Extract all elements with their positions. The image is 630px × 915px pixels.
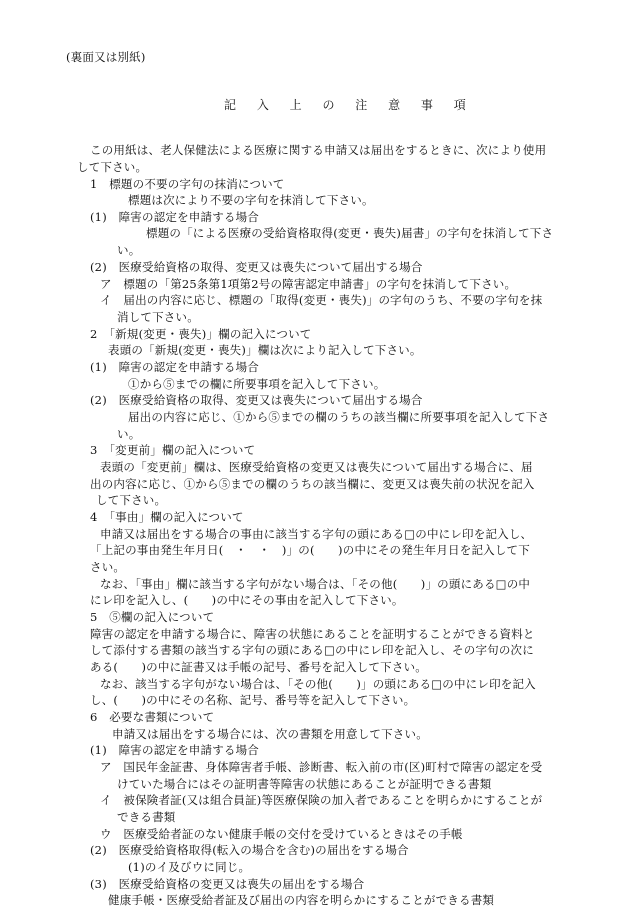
section-heading: 3 「変更前」欄の記入について [90, 443, 256, 457]
page-title: 記 入 上 の 注 意 事 項 [224, 98, 475, 112]
text-line: 表頭の「新規(変更・喪失)」欄は次により記入して下さい。 [108, 343, 422, 357]
text-line: 申請又は届出をする場合の事由に該当する字句の頭にある□の中にレ印を記入し、 [100, 527, 533, 541]
section-heading: 5 ⑤欄の記入について [90, 610, 215, 624]
text-line: して下さい。 [77, 160, 148, 174]
text-line: けていた場合にはその証明書等障害の状態にあることが証明できる書類 [117, 777, 492, 791]
section-heading: 6 必要な書類について [90, 710, 215, 724]
text-line: 申請又は届出をする場合には、次の書類を用意して下さい。 [112, 727, 428, 741]
text-line: 表頭の「変更前」欄は、医療受給資格の変更又は喪失について届出する場合に、届 [100, 460, 533, 474]
subsection-heading: (1) 障害の認定を申請する場合 [90, 210, 259, 224]
text-line: 消して下さい。 [117, 310, 199, 324]
text-line: にレ印を記入し、( )の中にその事由を記入して下さい。 [90, 593, 404, 607]
text-line: さい。 [90, 560, 126, 574]
list-item: ウ 医療受給者証のない健康手帳の交付を受けているときはその手帳 [100, 827, 463, 841]
text-line: し、( )の中にその名称、記号、番号等を記入して下さい。 [90, 693, 416, 707]
text-line: して添付する書類の該当する字句の頭にある□の中にレ印を記入し、その字句の次に [90, 643, 534, 657]
section-heading: 1 標題の不要の字句の抹消について [90, 177, 285, 191]
text-line: 健康手帳・医療受給者証及び届出の内容を明らかにすることができる書類 [108, 893, 495, 907]
text-line: ある( )の中に証書又は手帳の記号、番号を記入して下さい。 [90, 660, 427, 674]
text-line: い。 [117, 427, 141, 441]
text-line: ①から⑤までの欄に所要事項を記入して下さい。 [128, 377, 386, 391]
text-line: い。 [117, 243, 141, 257]
text-line: 標題の「による医療の受給資格取得(変更・喪失)届書」の字句を抹消して下さ [146, 226, 554, 240]
text-line: 届出の内容に応じ、①から⑤までの欄のうちの該当欄に所要事項を記入して下さ [128, 410, 550, 424]
list-item: イ 被保険者証(又は組合員証)等医療保険の加入者であることを明らかにすることが [100, 793, 543, 807]
list-item: ア 国民年金証書、身体障害者手帳、診断書、転入前の市(区)町村で障害の認定を受 [100, 760, 543, 774]
text-line: できる書類 [117, 810, 176, 824]
text-line: なお、該当する字句がない場合は、「その他( )」の頭にある□の中にレ印を記入 [100, 677, 536, 691]
subsection-heading: (1) 障害の認定を申請する場合 [90, 360, 259, 374]
header-note: (裏面又は別紙) [66, 50, 146, 64]
subsection-heading: (2) 医療受給資格の取得、変更又は喪失について届出する場合 [90, 260, 423, 274]
subsection-heading: (1) 障害の認定を申請する場合 [90, 743, 259, 757]
text-line: 出の内容に応じ、①から⑤までの欄のうちの該当欄に、変更又は喪失前の状況を記入 [90, 477, 535, 491]
text-line: 障害の認定を申請する場合に、障害の状態にあることを証明することができる資料と [90, 627, 535, 641]
list-item: ア 標題の「第25条第1項第2号の障害認定申請書」の字句を抹消して下さい。 [100, 277, 517, 291]
text-line: 標題は次により不要の字句を抹消して下さい。 [128, 193, 374, 207]
text-line: 「上記の事由発生年月日( ・ ・ )」の( )の中にその発生年月日を記入して下 [90, 543, 530, 557]
section-heading: 4 「事由」欄の記入について [90, 510, 244, 524]
subsection-heading: (3) 医療受給資格の変更又は喪失の届出をする場合 [90, 877, 365, 891]
text-line: なお、「事由」欄に該当する字句がない場合は、「その他( )」の頭にある□の中 [100, 577, 531, 591]
subsection-heading: (2) 医療受給資格の取得、変更又は喪失について届出する場合 [90, 393, 423, 407]
text-line: (1)のイ及びウに同じ。 [128, 860, 251, 874]
text-line: して下さい。 [96, 493, 167, 507]
section-heading: 2 「新規(変更・喪失)」欄の記入について [90, 327, 312, 341]
text-line: この用紙は、老人保健法による医療に関する申請又は届出をするときに、次により使用 [90, 143, 547, 157]
subsection-heading: (2) 医療受給資格取得(転入の場合を含む)の届出をする場合 [90, 843, 409, 857]
list-item: イ 届出の内容に応じ、標題の「取得(変更・喪失)」の字句のうち、不要の字句を抹 [100, 293, 543, 307]
